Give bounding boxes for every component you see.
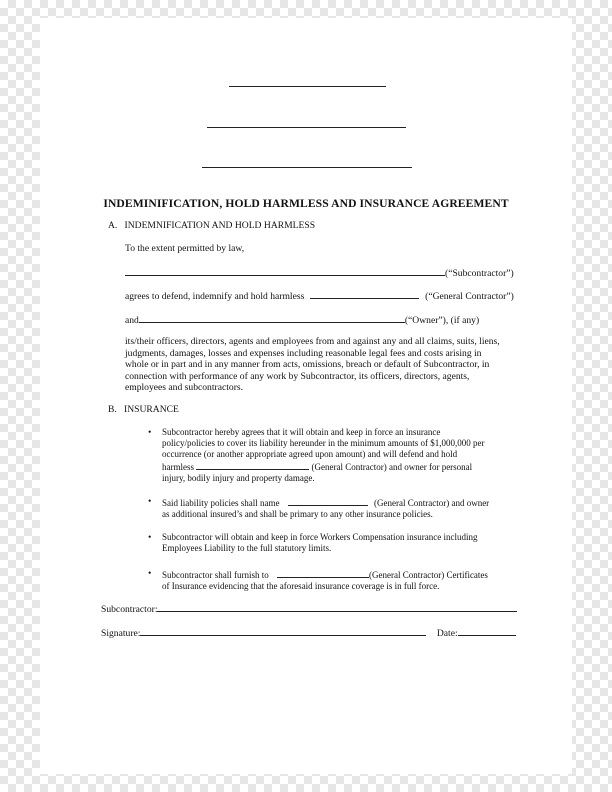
- document-title: INDEMINIFICATION, HOLD HARMLESS AND INSURANCE AGREEMENT: [103, 197, 509, 210]
- header-line-2: [207, 127, 406, 128]
- item4-after-blank: (General Contractor) Certificates: [368, 570, 488, 580]
- item2-gc-blank[interactable]: [288, 496, 368, 506]
- general-contractor-blank[interactable]: [310, 289, 419, 299]
- item-line: injury, bodily injury and property damage.: [162, 473, 315, 483]
- item-line: of Insurance evidencing that the aforesaid insurance coverage is in full force.: [162, 581, 440, 591]
- general-contractor-line: [125, 289, 514, 303]
- subcontractor-name-blank[interactable]: [125, 266, 445, 276]
- body-line: whole or in part and in any manner from acts, omissions, breach or default of Subcontractor, in: [125, 359, 490, 371]
- and-text: and: [125, 315, 139, 326]
- body-line: connection with performance of any work by Subcontractor, its officers, directors, agents,: [125, 370, 470, 382]
- signature-label: Signature:: [101, 628, 141, 639]
- item4-lead: Subcontractor shall furnish to: [162, 570, 269, 580]
- insurance-item-3: [162, 532, 532, 554]
- header-line-1: [229, 86, 386, 87]
- item-line: policy/policies to cover its liability hereunder in the minimum amounts of $1,000,000 per: [162, 438, 485, 448]
- insurance-item-4: [162, 568, 532, 592]
- item2-after-blank: (General Contractor) and owner: [373, 498, 490, 508]
- item-line: Subcontractor hereby agrees that it will obtain and keep in force an insurance: [162, 427, 441, 437]
- date-label: Date:: [436, 628, 458, 639]
- section-a-heading: A. INDEMNIFICATION AND HOLD HARMLESS: [108, 220, 316, 231]
- bullet-icon: •: [148, 427, 152, 438]
- signature-blank[interactable]: [140, 626, 426, 636]
- bullet-icon: •: [148, 568, 152, 579]
- date-blank[interactable]: [458, 626, 516, 636]
- item-line: [162, 460, 532, 473]
- subcontractor-signoff-blank[interactable]: [157, 602, 517, 612]
- agrees-text: agrees to defend, indemnify and hold harmless: [125, 291, 305, 302]
- owner-name-blank[interactable]: [139, 313, 405, 323]
- bullet-icon: •: [148, 532, 152, 543]
- body-line: employees and subcontractors.: [125, 382, 244, 394]
- item1-after-blank: (General Contractor) and owner for personal: [311, 462, 473, 472]
- insurance-item-2: [162, 496, 532, 520]
- item-line: Employees Liability to the full statutory limits.: [162, 543, 332, 553]
- indemnity-body: [125, 336, 525, 394]
- item-line: as additional insured’s and shall be primary to any other insurance policies.: [162, 509, 433, 519]
- body-line: judgments, damages, losses and expenses including reasonable legal fees and costs arising in: [125, 347, 482, 359]
- item4-gc-blank[interactable]: [277, 568, 369, 578]
- section-a-intro: To the extent permitted by law,: [125, 243, 245, 254]
- subcontractor-label: Subcontractor:: [101, 604, 158, 615]
- item-line: occurrence (or another appropriate agreed upon amount) and will defend and hold: [162, 449, 458, 459]
- harmless-text: harmless: [162, 462, 194, 472]
- owner-tag: (“Owner”), (if any): [404, 315, 480, 326]
- section-b-heading: B. INSURANCE: [108, 404, 179, 415]
- subcontractor-tag: (“Subcontractor”): [445, 268, 514, 279]
- item-line: [162, 496, 532, 509]
- general-contractor-tag: (“General Contractor”): [425, 291, 514, 302]
- document-page: [40, 18, 572, 774]
- body-line: its/their officers, directors, agents and employees from and against any and all claims, suits, liens,: [125, 336, 500, 347]
- owner-line: [125, 313, 479, 327]
- insurance-item-1: [162, 427, 532, 484]
- header-line-3: [202, 167, 412, 168]
- item-line: Subcontractor will obtain and keep in force Workers Compensation insurance including: [162, 532, 478, 542]
- subcontractor-signoff-line: [101, 602, 517, 616]
- signature-line: [101, 626, 516, 640]
- subcontractor-line: [125, 266, 514, 280]
- item-line: [162, 568, 532, 581]
- bullet-icon: •: [148, 496, 152, 507]
- item2-lead: Said liability policies shall name: [162, 498, 280, 508]
- item1-gc-blank[interactable]: [196, 460, 309, 470]
